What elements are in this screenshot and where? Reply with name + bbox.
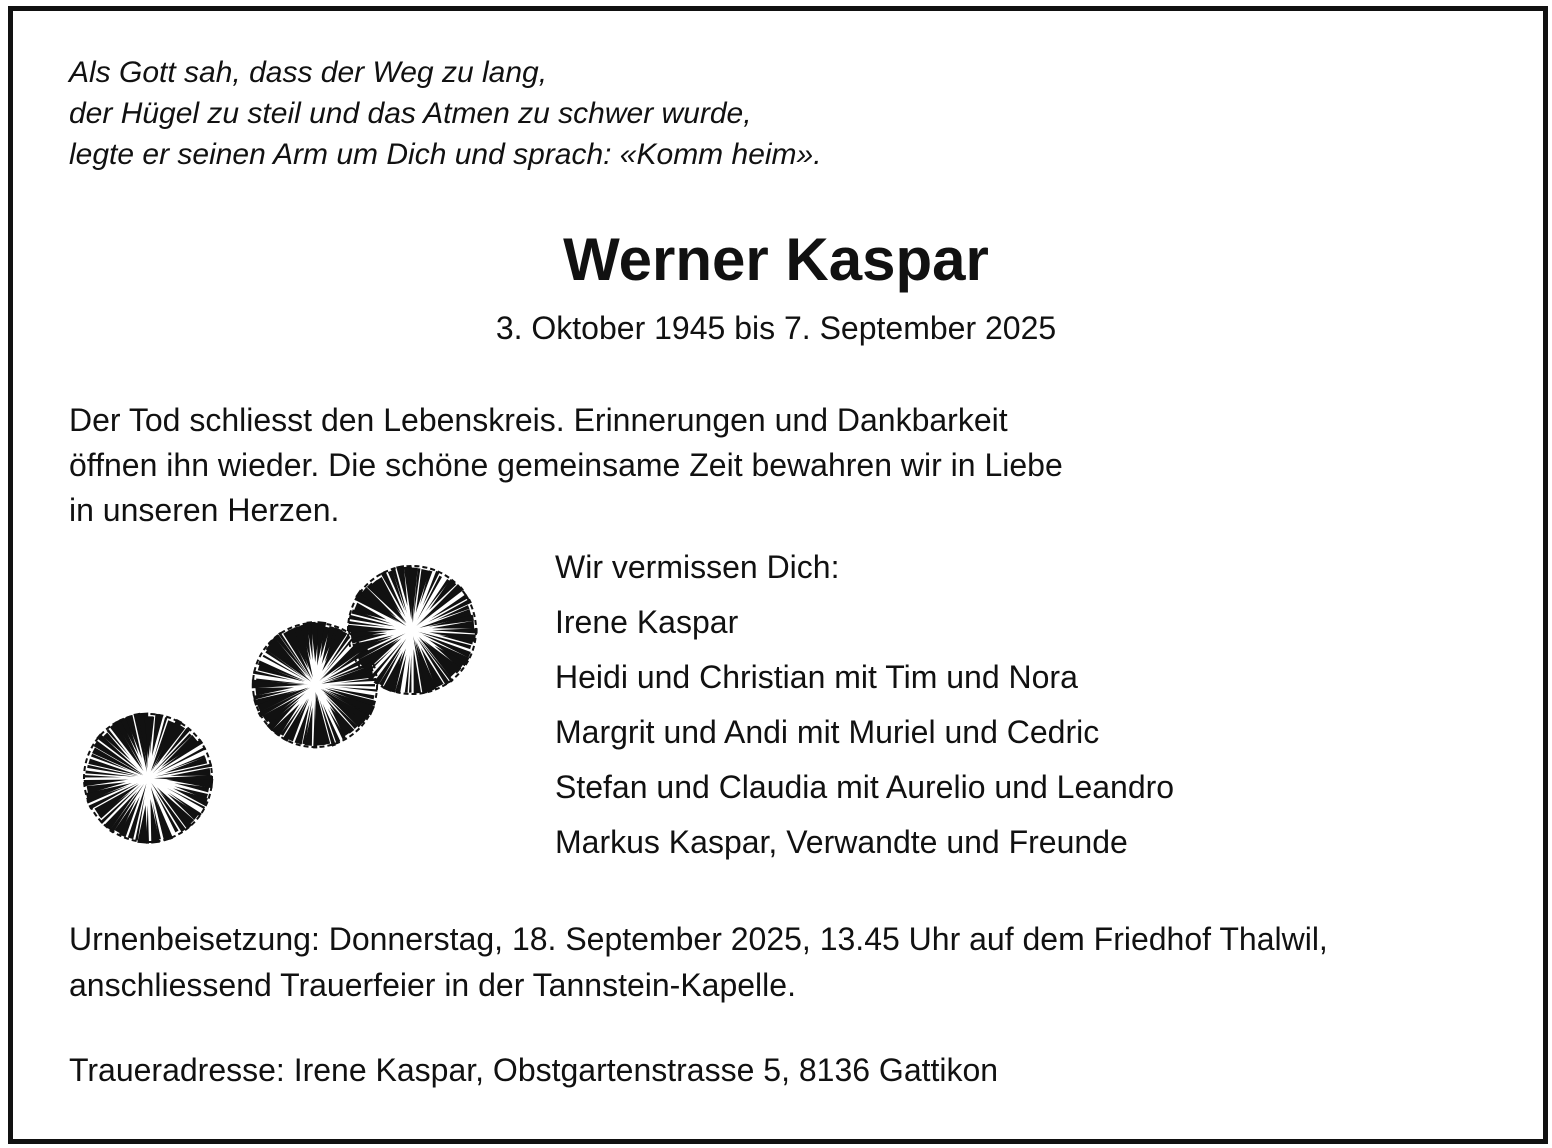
mourner-entry: Stefan und Claudia mit Aurelio und Leandro xyxy=(555,769,1175,805)
deceased-name: Werner Kaspar xyxy=(563,226,989,293)
remembrance-line: Der Tod schliesst den Lebenskreis. Erinnerungen und Dankbarkeit xyxy=(69,402,1008,438)
poem-line: legte er seinen Arm um Dich und sprach: «Komm heim». xyxy=(69,138,822,171)
mourner-entry: Margrit und Andi mit Muriel und Cedric xyxy=(555,714,1100,750)
mourner-entry: Markus Kaspar, Verwandte und Freunde xyxy=(555,824,1128,860)
mourner-entry: Irene Kaspar xyxy=(555,604,739,640)
remembrance-line: öffnen ihn wieder. Die schöne gemeinsame Zeit bewahren wir in Liebe xyxy=(69,447,1063,483)
radial-flower-icon xyxy=(83,712,213,843)
flower-petal xyxy=(405,655,410,693)
poem-line: der Hügel zu steil und das Atmen zu schwer wurde, xyxy=(69,97,752,130)
mourning-address: Traueradresse: Irene Kaspar, Obstgartenstrasse 5, 8136 Gattikon xyxy=(69,1052,999,1088)
remembrance-line: in unseren Herzen. xyxy=(69,492,340,528)
flower-petal xyxy=(316,692,326,746)
burial-info xyxy=(69,916,1328,1008)
opening-poem xyxy=(69,52,822,175)
remembrance-text xyxy=(69,398,1063,533)
burial-line: anschliessend Trauerfeier in der Tannstein-Kapelle. xyxy=(69,967,796,1003)
flower-petal xyxy=(348,625,396,633)
burial-line: Urnenbeisetzung: Donnerstag, 18. September 2025, 13.45 Uhr auf dem Friedhof Thalwil, xyxy=(69,921,1328,957)
flowers-illustration xyxy=(70,560,490,860)
poem-line: Als Gott sah, dass der Weg zu lang, xyxy=(69,56,548,89)
mourner-entry: Heidi und Christian mit Tim und Nora xyxy=(555,659,1078,695)
life-dates: 3. Oktober 1945 bis 7. September 2025 xyxy=(495,310,1057,346)
flower-petal xyxy=(329,684,375,686)
mourners-list xyxy=(555,540,1174,870)
mourners-intro: Wir vermissen Dich: xyxy=(555,549,840,585)
